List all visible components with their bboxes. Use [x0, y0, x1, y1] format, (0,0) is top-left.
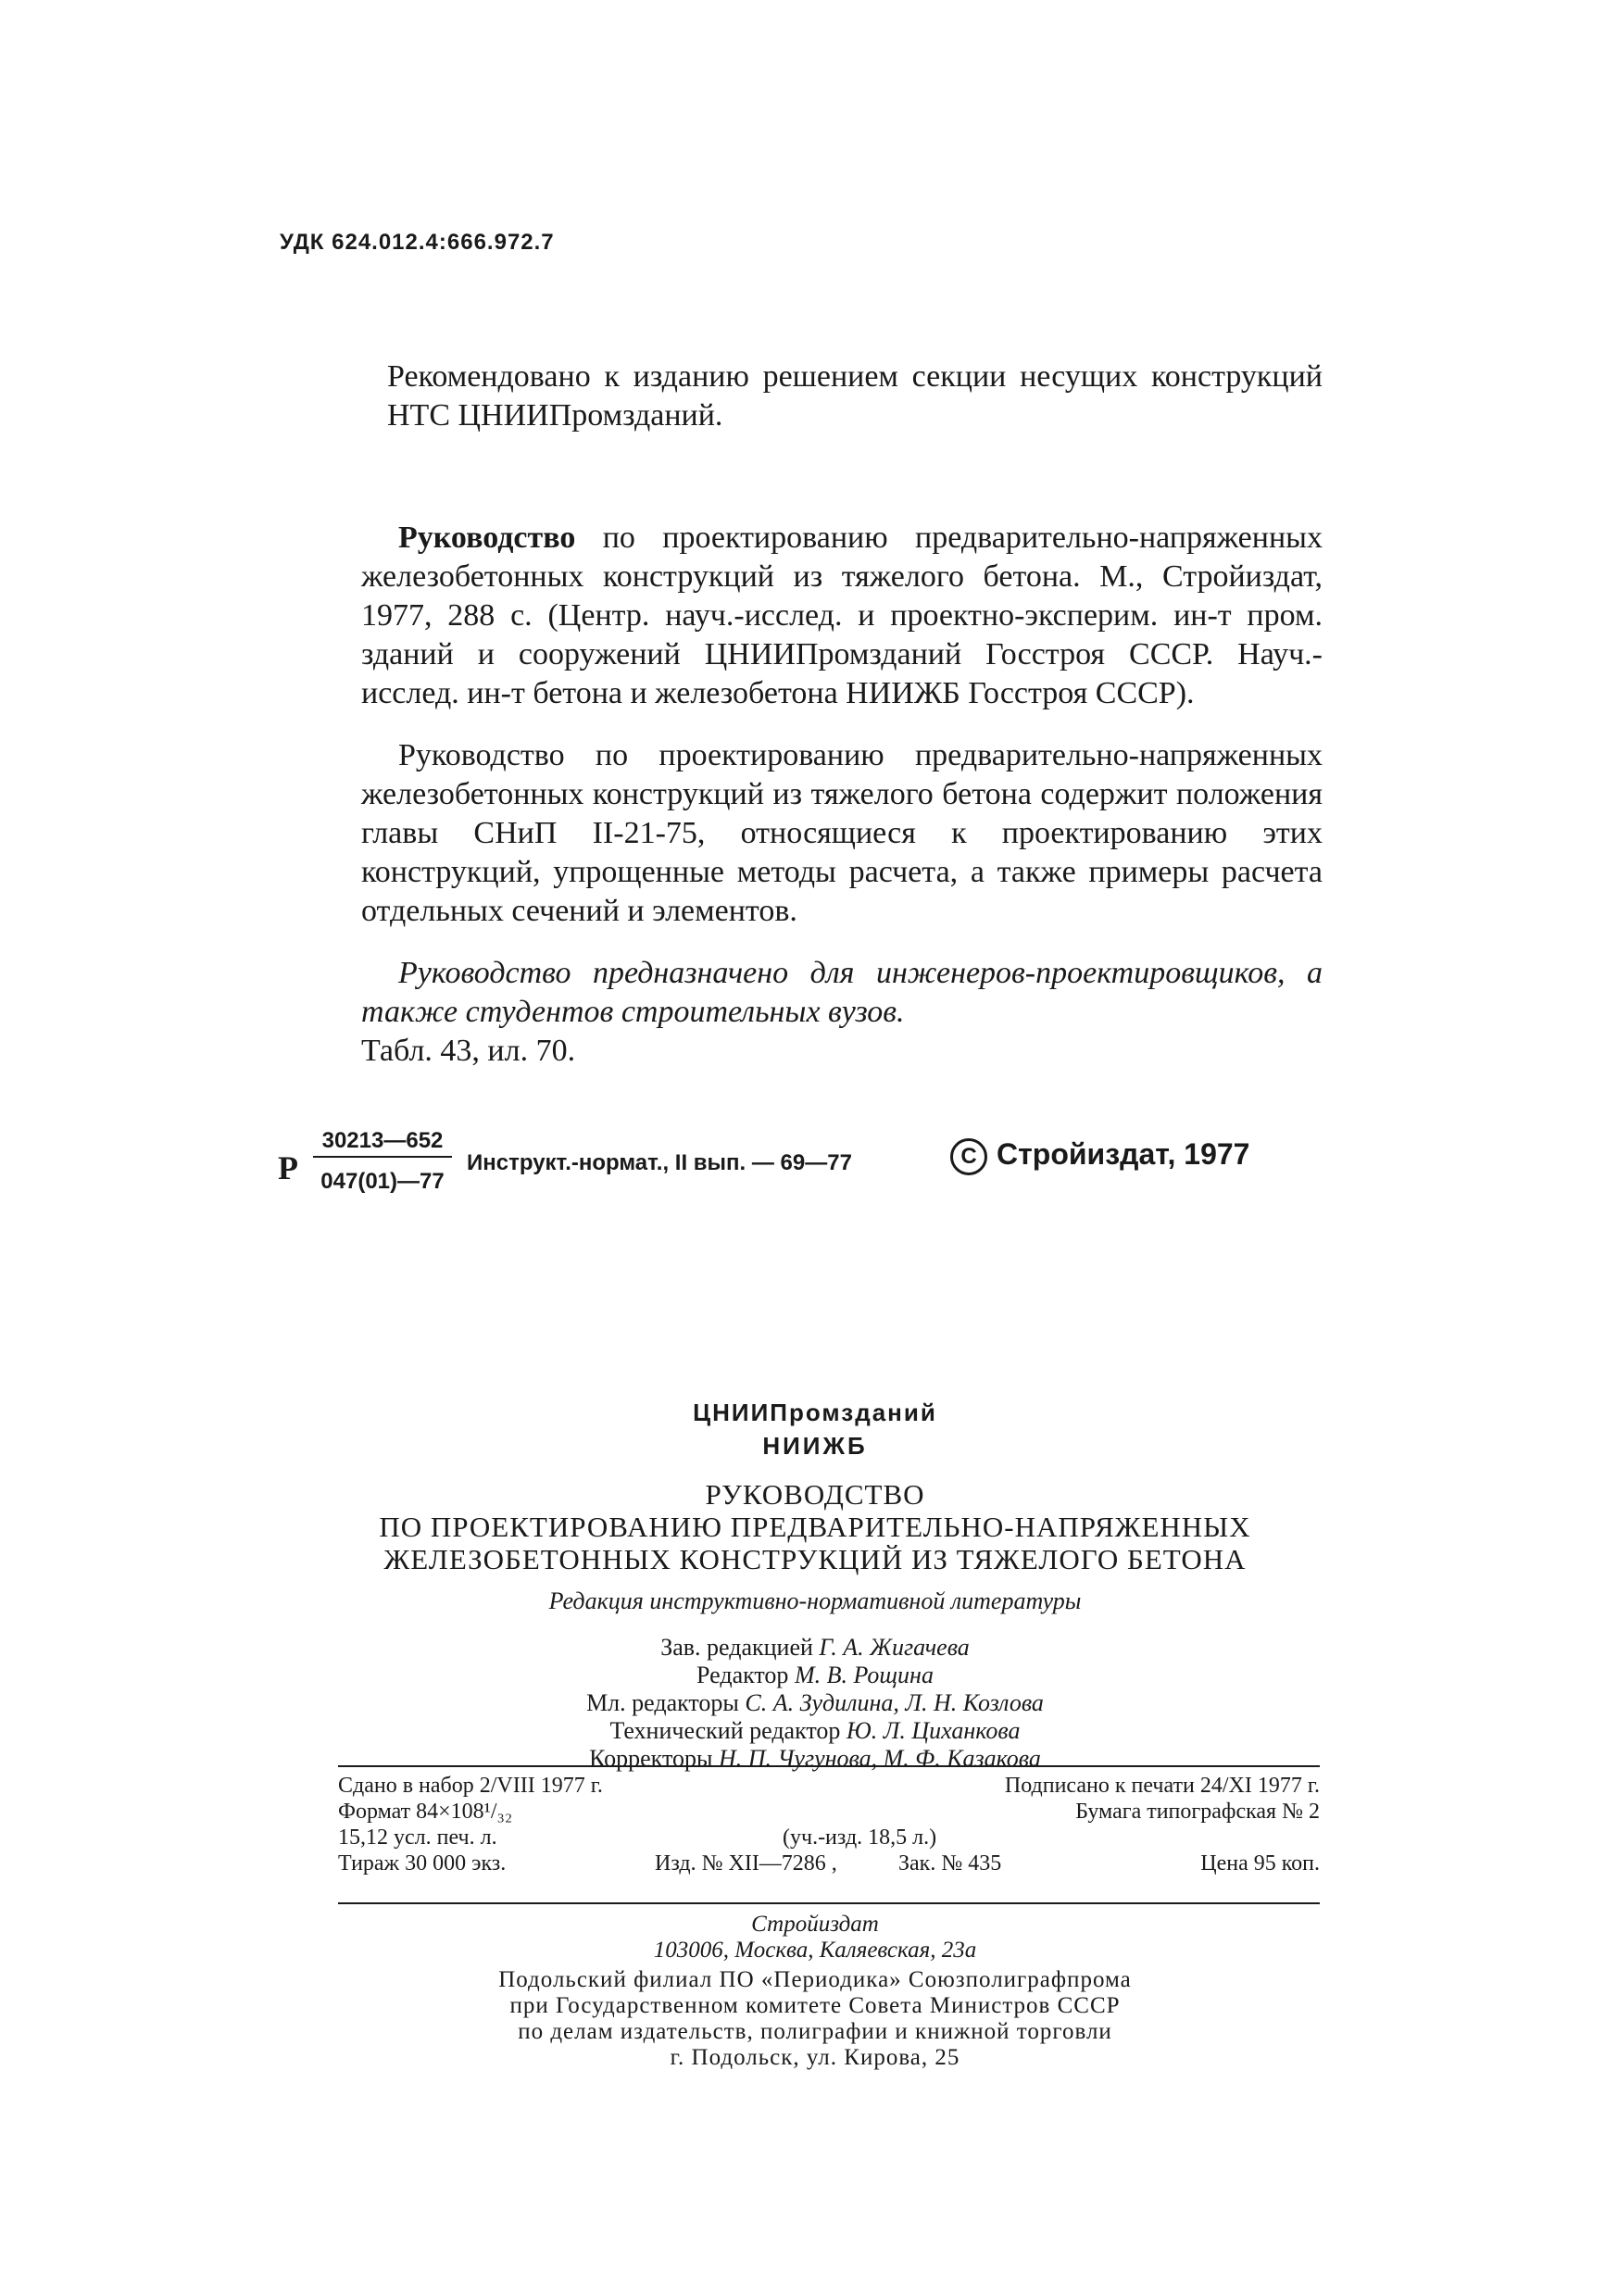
abstract-contents: [361, 736, 1323, 931]
copyright-text: Стройиздат, 1977: [997, 1137, 1250, 1171]
publisher-name: Стройиздат: [751, 1912, 879, 1937]
classification-denominator: 047(01)—77: [320, 1169, 445, 1194]
printer-line: г. Подольск, ул. Кирова, 25: [670, 2045, 960, 2070]
divider: [338, 1902, 1320, 1904]
staff-row: [278, 1634, 1352, 1662]
publication-number: Изд. № XII—7286 ,: [655, 1851, 837, 1876]
classification-series: Инструкт.-нормат., II вып. — 69—77: [467, 1150, 852, 1175]
recommendation-note: Рекомендовано к изданию решением секции несущих конструкций НТС ЦНИИПромзданий.: [387, 359, 1323, 433]
printer-block: [278, 1967, 1352, 2071]
book-title-line: ЖЕЛЕЗОБЕТОННЫХ КОНСТРУКЦИЙ ИЗ ТЯЖЕЛОГО БЕТОНА: [383, 1543, 1247, 1575]
submitted-date: Сдано в набор 2/VIII 1977 г.: [338, 1774, 603, 1798]
print-details: [338, 1773, 1320, 1876]
printer-line: Подольский филиал ПО «Периодика» Союзполиграфпрома: [498, 1967, 1132, 1992]
staff-role: Корректоры: [589, 1745, 713, 1772]
format: Формат 84×108¹/₃₂: [338, 1800, 513, 1824]
abstract-purpose: [361, 954, 1323, 1071]
publisher-sheets: (уч.-изд. 18,5 л.): [783, 1826, 937, 1850]
classification-line: [278, 1128, 1352, 1221]
book-title-line: РУКОВОДСТВО: [705, 1478, 925, 1511]
price: Цена 95 коп.: [1200, 1851, 1320, 1876]
divider: [338, 1765, 1320, 1767]
abstract-citation-text: по проектированию предварительно-напряженных железобетонных конструкций из тяжелого бетона. М., Стройиздат, 1977, 288 с. (Центр. науч.-исслед. и проектно-эксперим. ин-т пром. зданий и сооружений ЦНИИПромзданий Госстроя СССР. Науч.-исслед. ин-т бетона и железобетона НИИЖБ Госстроя СССР).: [361, 521, 1323, 710]
staff-list: [278, 1634, 1352, 1773]
abstract-tables: Табл. 43, ил. 70.: [361, 1034, 576, 1068]
publisher-block: [278, 1912, 1352, 1964]
staff-names: Г. А. Жигачева: [819, 1634, 970, 1661]
classification-numerator: 30213—652: [313, 1128, 452, 1158]
staff-row: [278, 1717, 1352, 1745]
institute-name: ЦНИИПромзданий: [693, 1399, 937, 1426]
staff-role: Мл. редакторы: [586, 1689, 739, 1716]
staff-row: [278, 1745, 1352, 1773]
abstract-contents-text: Руководство по проектированию предварительно-напряженных железобетонных конструкций из тяжелого бетона содержит положения главы СНиП II-21-75, относящиеся к проектированию этих конструкций, упрощенные методы расчета, а также примеры расчета отдельных сечений и элементов.: [361, 738, 1323, 928]
edition-office: Редакция инструктивно-нормативной литературы: [548, 1587, 1082, 1614]
abstract-lead: Руководство: [398, 521, 576, 555]
publisher-address: 103006, Москва, Каляевская, 23а: [653, 1938, 977, 1963]
printer-line: по делам издательств, полиграфии и книжной торговли: [518, 2019, 1112, 2044]
signed-date: Подписано к печати 24/XI 1977 г.: [1004, 1774, 1320, 1798]
abstract-purpose-text: Руководство предназначено для инженеров-проектировщиков, а также студентов строительных вузов.: [361, 956, 1323, 1029]
institute-name-2: НИИЖБ: [762, 1432, 868, 1460]
order-number: Зак. № 435: [898, 1851, 1002, 1876]
book-title: [278, 1478, 1352, 1575]
staff-names: Н. П. Чугунова, М. Ф. Казакова: [718, 1745, 1041, 1772]
printer-line: при Государственном комитете Совета Министров СССР: [509, 1993, 1121, 2018]
print-sheets: 15,12 усл. печ. л.: [338, 1826, 497, 1850]
staff-names: Ю. Л. Циханкова: [846, 1717, 1021, 1744]
staff-names: С. А. Зудилина, Л. Н. Козлова: [745, 1689, 1044, 1716]
udk-code: УДК 624.012.4:666.972.7: [280, 230, 555, 255]
paper: Бумага типографская № 2: [1075, 1800, 1320, 1824]
staff-role: Редактор: [696, 1662, 789, 1688]
book-title-line: ПО ПРОЕКТИРОВАНИЮ ПРЕДВАРИТЕЛЬНО-НАПРЯЖЕННЫХ: [379, 1511, 1251, 1543]
classification-letter: Р: [278, 1149, 298, 1186]
staff-role: Технический редактор: [609, 1717, 841, 1744]
staff-row: [278, 1689, 1352, 1717]
staff-row: [278, 1662, 1352, 1689]
staff-role: Зав. редакцией: [660, 1634, 813, 1661]
staff-names: М. В. Рощина: [794, 1662, 934, 1688]
abstract-citation: [361, 519, 1323, 713]
copyright: [950, 1137, 1249, 1175]
copyright-icon: C: [950, 1138, 987, 1175]
print-run: Тираж 30 000 экз.: [338, 1851, 507, 1876]
